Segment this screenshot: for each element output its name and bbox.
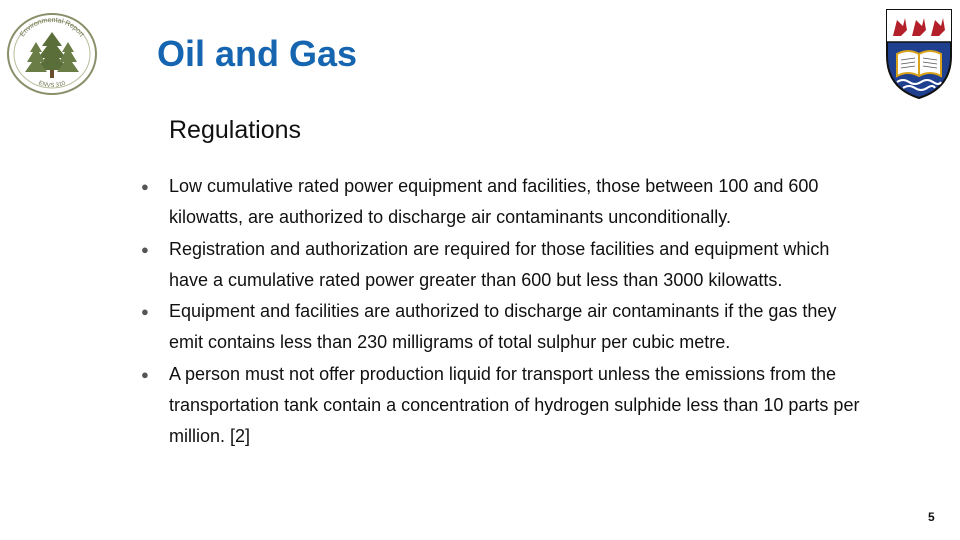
logo-arc-text-bottom: ENVS 310 xyxy=(37,80,67,90)
tree-icon xyxy=(4,12,100,96)
bullet-list xyxy=(136,171,866,453)
bullet-item xyxy=(136,171,866,234)
bullet-icon: ● xyxy=(141,241,149,257)
bullet-text: Low cumulative rated power equipment and facilities, those between 100 and 600 kilowatts, are authorized to discharge air contaminants unconditionally. xyxy=(169,176,819,228)
logo-arc-text-top: Environmental Report xyxy=(19,16,86,39)
bullet-icon: ● xyxy=(141,366,149,382)
bullet-text: Equipment and facilities are authorized to discharge air contaminants if the gas they emit contains less than 230 milligrams of total sulphur per cubic metre. xyxy=(169,301,837,353)
page-number: 5 xyxy=(928,510,935,524)
crest-icon xyxy=(883,6,955,102)
bullet-item xyxy=(136,234,866,297)
university-crest-logo xyxy=(883,6,955,102)
bullet-item xyxy=(136,296,866,359)
bullet-item xyxy=(136,359,866,453)
bullet-icon: ● xyxy=(141,304,149,320)
page-title: Oil and Gas xyxy=(157,33,358,74)
bullet-text: A person must not offer production liquid for transport unless the emissions from the transportation tank contain a concentration of hydrogen sulphide less than 10 parts per million. [2] xyxy=(169,363,860,447)
bullet-icon: ● xyxy=(141,179,149,194)
environmental-logo xyxy=(4,12,100,96)
bullet-text: Registration and authorization are required for those facilities and equipment which have a cumulative rated power greater than 600 but less than 3000 kilowatts. xyxy=(169,238,830,290)
section-subtitle: Regulations xyxy=(169,116,302,144)
